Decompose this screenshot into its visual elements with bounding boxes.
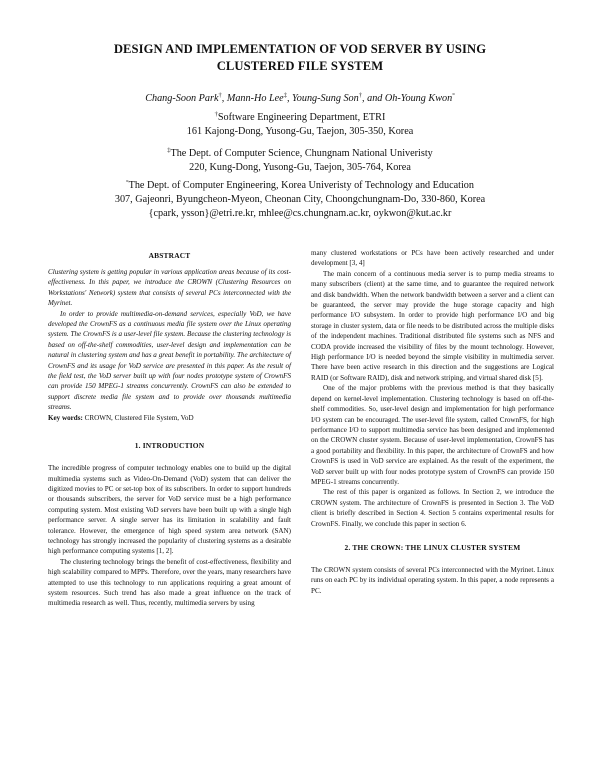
right-paragraph-1: many clustered workstations or PCs have been actively researched and under development [3, 4] xyxy=(311,249,554,268)
author-emails: {cpark, ysson}@etri.re.kr, mhlee@cs.chungnam.ac.kr, oykwon@kut.ac.kr xyxy=(148,207,452,219)
author-separator: , and xyxy=(362,93,385,104)
affiliation-3-line-2: 307, Gajeonri, Byungcheon-Myeon, Cheonan City, Choongchungnam-Do, 330-860, Korea xyxy=(114,193,486,205)
affiliation-1-mark: † xyxy=(214,111,218,118)
intro-paragraph-1: The incredible progress of computer technology enables one to build up the digital multimedia systems such as Video-On-Demand (VoD) system that can deliver the digitized movies to PC or set-top box of its subscribers. In order to support hundreds or thousands subscribers, the server for VoD service must be a high performance computing system. Most existing VoD servers have been built up with a single high performance server. A single server has its limitation in scalability and fault tolerance. However, the emergence of high speed system area network (SAN) technology has strongly increased the popularity of clustering systems as a desirable high performance computing systems [1, 2]. xyxy=(48,464,291,556)
abstract-body xyxy=(48,267,291,413)
right-paragraph-4: The rest of this paper is organized as follows. In Section 2, we introduce the CROWN system. The architecture of CrownFS is presented in Section 3. The VoD client is briefly described in Section 4. Section 5 contains experimental results for CrownFS. Finally, we conclude this paper in section 6. xyxy=(311,488,554,528)
author-separator: , xyxy=(286,93,293,104)
affiliation-1 xyxy=(30,111,570,139)
abstract-heading: ABSTRACT xyxy=(148,251,191,260)
keywords-label: Key words: xyxy=(48,413,83,422)
keywords xyxy=(48,413,291,423)
author-3-mark: † xyxy=(358,92,362,99)
author-4: Oh-Young Kwon xyxy=(384,93,453,104)
left-column xyxy=(48,251,291,609)
author-2-mark: ‡ xyxy=(283,92,287,99)
right-paragraph-3: One of the major problems with the previous method is that they basically depend on kernel-level implementation. Clustering technology is based on off-the-shelf commodities. So, user-level design and implementation for high performance I/O system can be encouraged. The user-level file system, called CrownFS, for high performance I/O to support multimedia service has been designed and implemented on the CROWN cluster system. Because of user-level implementation, CrownFS has a good portability and flexibility. In this paper, the architecture of CrownFS and how CrownFS is used in VoD service are explained. As the result of the experiment, the VoD server built up with four nodes prototype system of CrownFS can provide 150 MPEG-1 streams concurrently. xyxy=(311,384,554,486)
section-2-paragraph-1: The CROWN system consists of several PCs interconnected with the Myrinet. Linux runs on each PC by its individual operating system. In this paper, a node represents a PC. xyxy=(311,565,554,595)
right-paragraph-2: The main concern of a continuous media server is to pump media streams to many subscribers (client) at the same time, and to guarantee the required network and disk bandwidth. When the network bandwidth between a server and a client can be guaranteed, the server may provide the huge storage capacity and high performance I/O subsystem. In order to provide high performance I/O and big storage in cluster system, data or file needs to be distributed across the multiple disks of the independent machines. Traditional distributed file systems such as NFS and CODA provide increased the visibility of files by the mount technology. However, High performance I/O is needed beyond the simple visibility in multimedia server. There have been active research in this direction and the suggestions are Logical RAID (or Software RAID), disk and network striping, and virtual shared disk [5]. xyxy=(311,269,554,382)
paper-title xyxy=(40,41,560,74)
section-2-body xyxy=(311,565,554,596)
affiliation-2-line-2: 220, Kung-Dong, Yusong-Gu, Taejon, 305-764, Korea xyxy=(189,161,411,173)
author-3: Young-Sung Son xyxy=(292,93,359,104)
title-line-2: CLUSTERED FILE SYSTEM xyxy=(216,58,384,73)
intro-body xyxy=(48,463,291,609)
affiliation-2 xyxy=(30,147,570,175)
affiliation-3-line-1: The Dept. of Computer Engineering, Korea Univeristy of Technology and Education xyxy=(128,180,474,191)
right-column xyxy=(311,248,554,596)
affiliation-1-line-2: 161 Kajong-Dong, Yusong-Gu, Taejon, 305-350, Korea xyxy=(186,125,414,137)
affiliation-2-line-1: The Dept. of Computer Science, Chungnam National Univeristy xyxy=(170,148,433,159)
author-1-mark: † xyxy=(218,92,222,99)
affiliation-1-line-1: Software Engineering Department, ETRI xyxy=(217,112,386,123)
author-separator: , xyxy=(221,93,227,104)
author-1: Chang-Soon Park xyxy=(145,93,219,104)
keywords-text: CROWN, Clustered File System, VoD xyxy=(84,413,194,422)
intro-paragraph-2: The clustering technology brings the benefit of cost-effectiveness, flexibility and high scalability compared to MPPs. Therefore, over the years, many researchers have attempted to use this technology to run applications requiring a great amount of system resources. Such trend has also made a great influence on the track of multimedia research as well. Thus, recently, multimedia servers by using xyxy=(48,557,291,608)
right-body xyxy=(311,248,554,529)
abstract-paragraph-2: In order to provide multimedia-on-demand services, especially VoD, we have developed the CrownFS as a continuous media file system over the Linux operating system. The CrownFS is a user-level file system. Because the clustering technology is based on off-the-shelf commodities, user-level design and implementation can be natural in clustering system and has a great benefit in portability. The architecture of CrownFS and its usage for VoD service are presented in this paper. As the result of the field test, the VoD server built up with four nodes prototype system of CrownFS can provide 150 MPEG-1 streams concurrently. CrownFS can also be extended to support discrete media file system and to provide over thousands multimedia streams. xyxy=(48,309,291,412)
affiliation-3 xyxy=(30,179,570,220)
affiliation-2-mark: ‡ xyxy=(167,147,171,154)
author-list xyxy=(40,92,560,105)
section-2-heading: 2. THE CROWN: THE LINUX CLUSTER SYSTEM xyxy=(344,542,521,552)
affiliation-3-mark: ° xyxy=(126,179,129,186)
abstract-paragraph-1: Clustering system is getting popular in various application areas because of its cost-effectiveness. In this paper, we introduce the CROWN (Clustering Resources on Workstations' Network) system that consists of several PCs interconnected with the Myrinet. xyxy=(48,268,291,308)
title-line-1: DESIGN AND IMPLEMENTATION OF VOD SERVER BY USING xyxy=(113,42,487,56)
intro-heading: 1. INTRODUCTION xyxy=(134,441,205,451)
author-4-mark: ° xyxy=(452,92,455,99)
author-2: Mann-Ho Lee xyxy=(226,93,284,104)
